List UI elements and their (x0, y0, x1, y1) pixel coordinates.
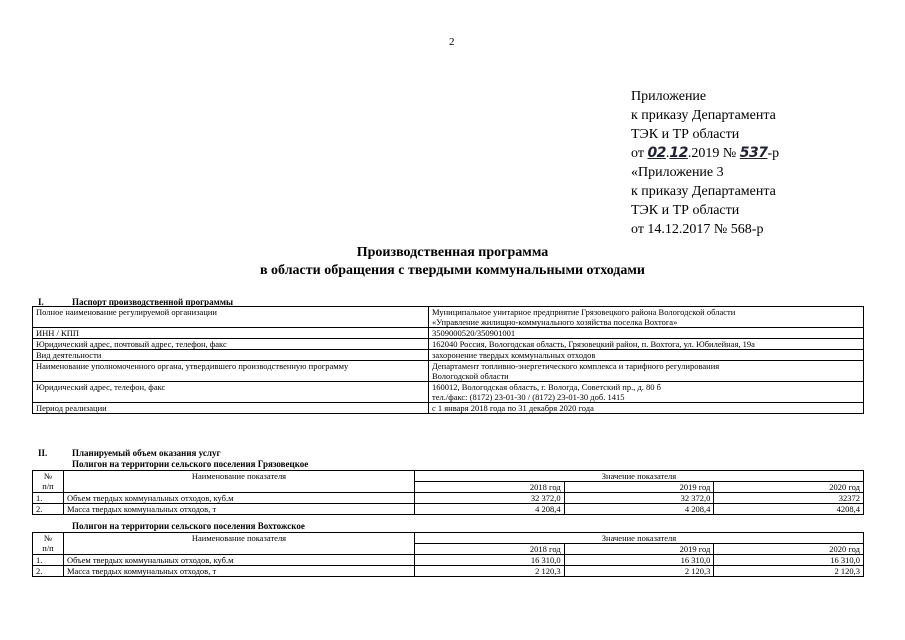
value-2018: 2 120,3 (415, 566, 565, 577)
passport-row (33, 382, 864, 403)
section-title: Планируемый объем оказания услуг (72, 448, 221, 458)
num-header (33, 471, 64, 493)
row-number: 1. (33, 493, 64, 504)
section-2-heading (38, 448, 221, 458)
passport-value (429, 361, 864, 382)
table-2-title: Полигон на территории сельского поселения Вохтожское (72, 521, 305, 531)
passport-key: Юридический адрес, почтовый адрес, телефон, факс (33, 339, 429, 350)
num-header-line: п/п (42, 543, 54, 553)
date-year: .2019 № (687, 146, 737, 162)
passport-row (33, 361, 864, 382)
passport-value-line: Департамент топливно-энергетического комплекса и тарифного регулирования (432, 361, 720, 371)
value-2019: 4 208,4 (564, 504, 714, 515)
passport-value-line: 160012, Вологодская область, г. Вологда, Советский пр., д. 80 б (432, 382, 662, 392)
value-2020: 2 120,3 (714, 566, 864, 577)
passport-value-line: захоронение твердых коммунальных отходов (432, 350, 596, 360)
row-name: Объем твердых коммунальных отходов, куб.м (64, 493, 415, 504)
row-number: 2. (33, 504, 64, 515)
appendix-line: от 14.12.2017 № 568-р (631, 221, 764, 237)
data-row (33, 493, 864, 504)
handwritten-order-number: 537 (739, 145, 768, 162)
year-header: 2018 год (415, 544, 565, 555)
row-number: 1. (33, 555, 64, 566)
value-2018: 16 310,0 (415, 555, 565, 566)
volume-table-gryazovetskoe (32, 470, 864, 515)
page-number: 2 (449, 36, 455, 48)
value-group-header: Значение показателя (415, 533, 864, 544)
date-prefix: от (631, 146, 644, 162)
value-2020: 4208,4 (714, 504, 864, 515)
row-number: 2. (33, 566, 64, 577)
section-number: II. (38, 448, 48, 458)
title-line-1: Производственная программа (356, 245, 549, 260)
appendix-line: «Приложение 3 (631, 165, 724, 181)
value-2020: 32372 (714, 493, 864, 504)
num-header-line: п/п (42, 481, 54, 491)
data-row (33, 566, 864, 577)
passport-key: Наименование уполномоченного органа, утвердившего производственную программу (33, 361, 429, 382)
passport-value (429, 339, 864, 350)
passport-table (32, 306, 864, 414)
passport-row (33, 350, 864, 361)
passport-value-line: 162040 Россия, Вологодская область, Грязовецкий район, п. Вохтога, ул. Юбилейная, 19а (432, 339, 755, 349)
section-number: I. (38, 297, 44, 307)
passport-row (33, 403, 864, 414)
passport-value (429, 328, 864, 339)
value-2020: 16 310,0 (714, 555, 864, 566)
year-header: 2019 год (564, 544, 714, 555)
data-row (33, 555, 864, 566)
handwritten-day: 02 (647, 145, 666, 162)
value-2018: 32 372,0 (415, 493, 565, 504)
appendix-line: ТЭК и ТР области (631, 202, 740, 218)
data-row (33, 504, 864, 515)
document-title (0, 244, 905, 280)
value-2019: 32 372,0 (564, 493, 714, 504)
passport-key: Период реализации (33, 403, 429, 414)
passport-value (429, 382, 864, 403)
row-name: Масса твердых коммунальных отходов, т (64, 566, 415, 577)
value-2019: 16 310,0 (564, 555, 714, 566)
passport-value (429, 350, 864, 361)
handwritten-month: 12 (669, 145, 688, 162)
passport-value (429, 307, 864, 328)
name-header: Наименование показателя (64, 471, 415, 493)
passport-value-line: тел./факс: (8172) 23-01-30 / (8172) 23-01-30 доб. 1415 (432, 392, 625, 402)
passport-key: Вид деятельности (33, 350, 429, 361)
row-name: Масса твердых коммунальных отходов, т (64, 504, 415, 515)
passport-value (429, 403, 864, 414)
row-name: Объем твердых коммунальных отходов, куб.м (64, 555, 415, 566)
year-header: 2018 год (415, 482, 565, 493)
appendix-line: Приложение (631, 89, 707, 104)
appendix-line: ТЭК и ТР области (631, 126, 740, 142)
header-row (33, 471, 864, 482)
year-header: 2020 год (714, 482, 864, 493)
num-header-line: № (43, 533, 53, 543)
appendix-block (631, 88, 779, 239)
year-header: 2019 год (564, 482, 714, 493)
passport-row (33, 328, 864, 339)
volume-table-vokhtozhskoe (32, 532, 864, 577)
passport-value-line: Вологодской области (432, 371, 509, 381)
appendix-line: к приказу Департамента (631, 107, 776, 123)
name-header: Наименование показателя (64, 533, 415, 555)
passport-value-line: с 1 января 2018 года по 31 декабря 2020 года (432, 403, 594, 413)
passport-value-line: Муниципальное унитарное предприятие Грязовецкого района Вологодской области (432, 307, 736, 317)
passport-value-line: 3509000520/350901001 (432, 328, 516, 338)
passport-key: Юридический адрес, телефон, факс (33, 382, 429, 403)
passport-value-line: «Управление жилищно-коммунального хозяйства поселка Вохтога» (432, 317, 678, 327)
passport-row (33, 307, 864, 328)
value-2018: 4 208,4 (415, 504, 565, 515)
year-header: 2020 год (714, 544, 864, 555)
section-title: Паспорт производственной программы (72, 297, 233, 307)
passport-key: ИНН / КПП (33, 328, 429, 339)
passport-row (33, 339, 864, 350)
appendix-line: к приказу Департамента (631, 183, 776, 199)
table-1-title: Полигон на территории сельского поселения Грязовецкое (72, 459, 309, 469)
title-line-2: в области обращения с твердыми коммунальными отходами (259, 263, 645, 278)
header-row (33, 533, 864, 544)
num-header-line: № (43, 471, 53, 481)
num-header (33, 533, 64, 555)
value-2019: 2 120,3 (564, 566, 714, 577)
appendix-date-line: от 02.12.2019 № 537-р (631, 145, 780, 162)
value-group-header: Значение показателя (415, 471, 864, 482)
order-suffix: -р (767, 146, 780, 162)
passport-key: Полное наименование регулируемой организации (33, 307, 429, 328)
